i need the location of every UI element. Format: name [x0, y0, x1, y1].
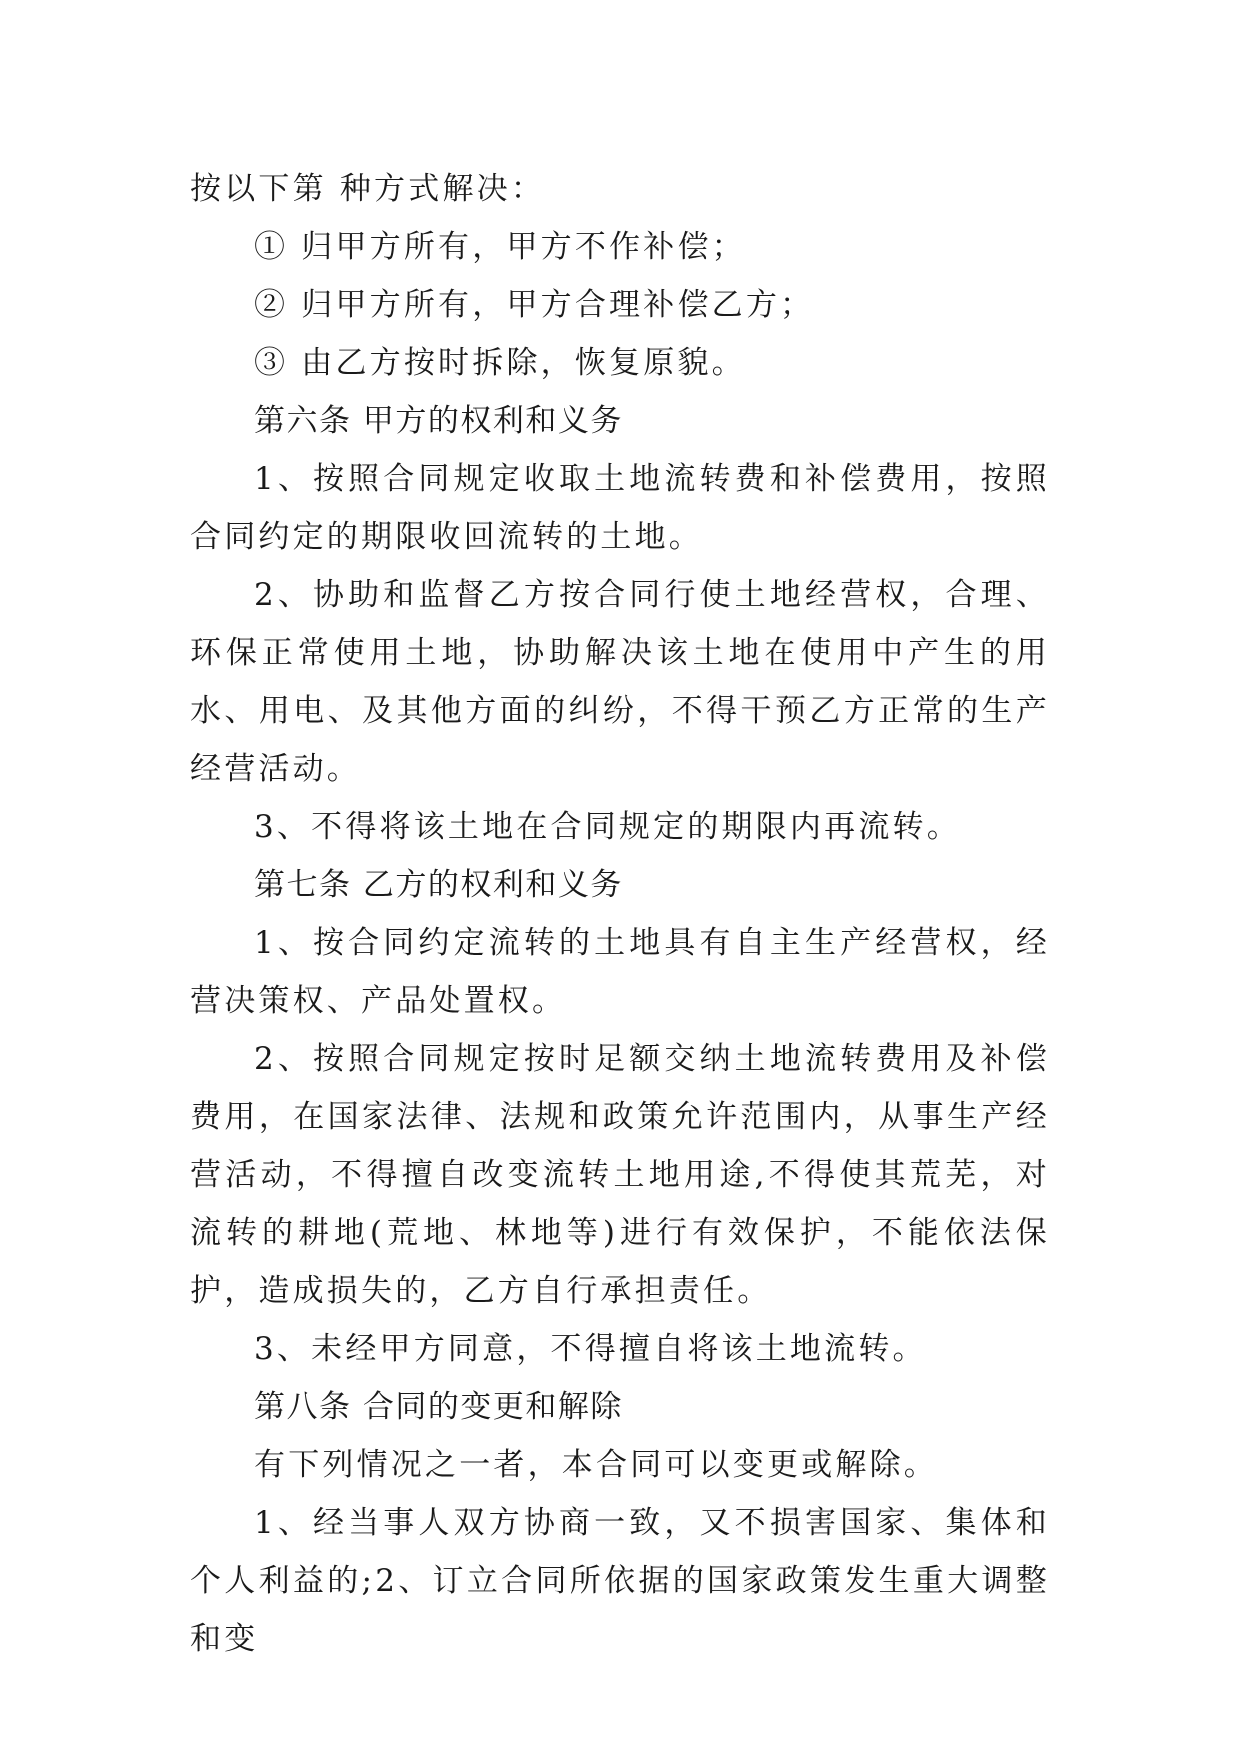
option-2: ② 归甲方所有，甲方合理补偿乙方；: [254, 287, 815, 323]
article-6-heading: 第六条 甲方的权利和义务: [254, 403, 623, 439]
article-8-clause-1: 1、经当事人双方协商一致，又不损害国家、集体和个人利益的;2、订立合同所依据的国家政策发生重大调整和变: [190, 1505, 1050, 1657]
article-7-heading: 第七条 乙方的权利和义务: [254, 867, 623, 903]
option-3: ③ 由乙方按时拆除，恢复原貌。: [254, 345, 746, 381]
article-8-intro: 有下列情况之一者，本合同可以变更或解除。: [254, 1447, 938, 1483]
article-7-clause-3: 3、未经甲方同意，不得擅自将该土地流转。: [254, 1331, 927, 1367]
article-7-clause-2: 2、按照合同规定按时足额交纳土地流转费用及补偿费用，在国家法律、法规和政策允许范围内，从事生产经营活动，不得擅自改变流转土地用途,不得使其荒芜，对流转的耕地(荒地、林地等)进行有效保护，不能依法保护，造成损失的，乙方自行承担责任。: [190, 1041, 1050, 1309]
article-6-clause-1: 1、按照合同规定收取土地流转费和补偿费用，按照合同约定的期限收回流转的土地。: [190, 461, 1050, 555]
article-8-heading: 第八条 合同的变更和解除: [254, 1389, 623, 1425]
document-body: [190, 160, 1050, 1668]
paragraph-resolution-method: 按以下第 种方式解决：: [190, 171, 546, 207]
article-7-clause-1: 1、按合同约定流转的土地具有自主生产经营权，经营决策权、产品处置权。: [190, 925, 1050, 1019]
article-6-clause-2: 2、协助和监督乙方按合同行使土地经营权，合理、环保正常使用土地，协助解决该土地在使用中产生的用水、用电、及其他方面的纠纷，不得干预乙方正常的生产经营活动。: [190, 577, 1050, 787]
article-6-clause-3: 3、不得将该土地在合同规定的期限内再流转。: [254, 809, 961, 845]
option-1: ① 归甲方所有，甲方不作补偿；: [254, 229, 746, 265]
